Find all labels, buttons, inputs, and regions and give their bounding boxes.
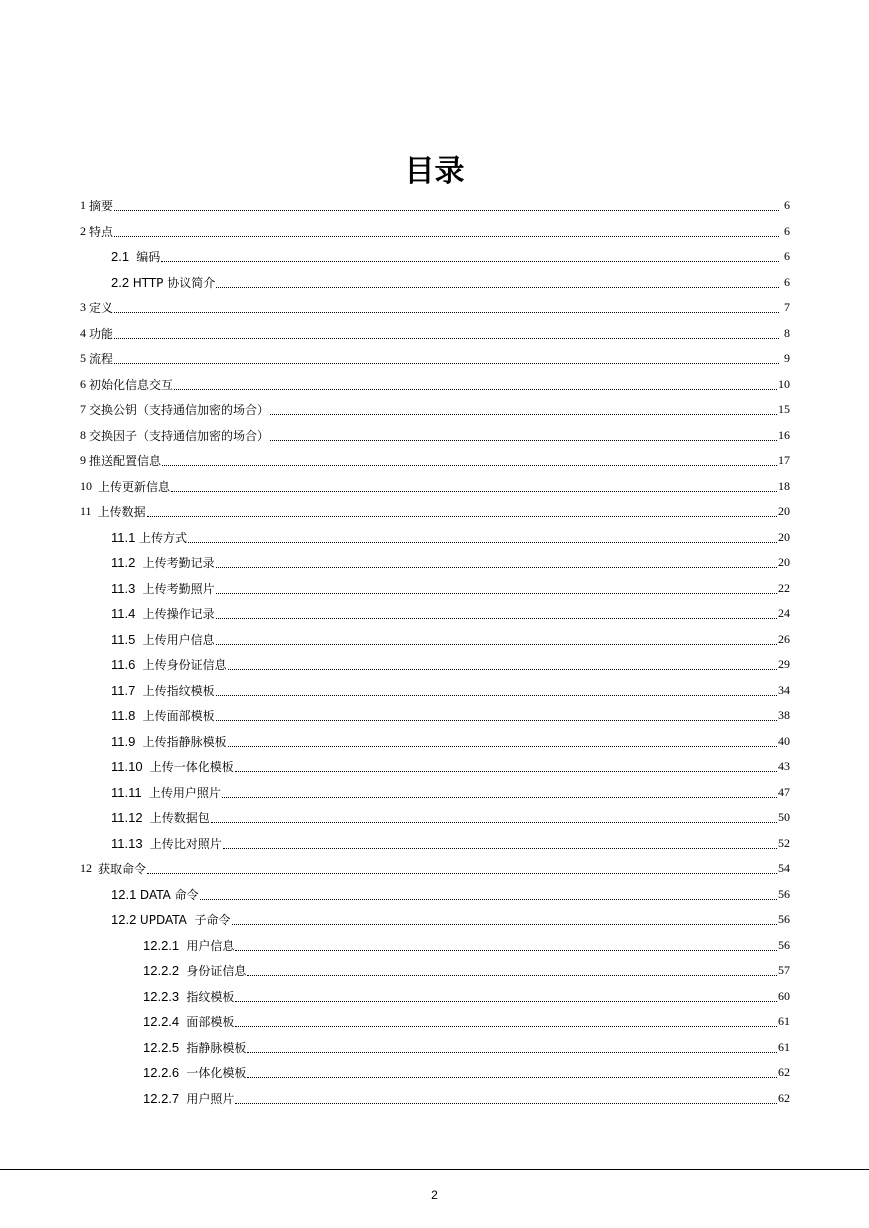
toc-entry-page: 20 (778, 529, 790, 544)
toc-dot-leader (161, 247, 779, 262)
toc-entry-page: 43 (778, 759, 790, 774)
toc-entry-title: 摘要 (89, 199, 114, 214)
toc-entry-title: 流程 (89, 352, 114, 367)
toc-entry-number: 2.2 (111, 274, 133, 290)
toc-entry[interactable] (111, 601, 790, 627)
toc-entry-page: 29 (778, 657, 790, 672)
toc-entry-title: 一体化模板 (186, 1066, 247, 1081)
toc-entry-page: 38 (778, 708, 790, 723)
toc-entry-title: 定义 (89, 301, 114, 316)
toc-entry-page: 40 (778, 733, 790, 748)
toc-entry[interactable] (143, 984, 790, 1010)
toc-entry[interactable] (111, 805, 790, 831)
toc-entry-title: 特点 (89, 224, 114, 239)
toc-dot-leader (235, 757, 777, 772)
toc-dot-leader (216, 579, 777, 594)
toc-dot-leader (114, 222, 779, 237)
toc-entry-number: 11.13 (111, 835, 150, 851)
toc-entry-number: 5 (80, 351, 89, 366)
toc-entry[interactable] (111, 576, 790, 602)
toc-entry-number: 10 (80, 478, 98, 493)
toc-entry[interactable] (80, 448, 790, 474)
toc-entry-number: 12.2.5 (143, 1039, 187, 1055)
toc-entry[interactable] (143, 1086, 790, 1112)
toc-dot-leader (200, 885, 777, 900)
toc-entry[interactable] (143, 1060, 790, 1086)
toc-entry-number: 11.6 (111, 657, 143, 673)
toc-entry[interactable] (80, 397, 790, 423)
toc-dot-leader (147, 502, 777, 517)
toc-entry[interactable] (111, 652, 790, 678)
toc-dot-leader (247, 1038, 777, 1053)
toc-entry[interactable] (143, 1035, 790, 1061)
toc-entry-number: 11.3 (111, 580, 143, 596)
toc-entry-number: 11.8 (111, 708, 143, 724)
toc-entry[interactable] (80, 856, 790, 882)
toc-entry-title: DATA 命令 (139, 887, 199, 902)
toc-dot-leader (228, 732, 777, 747)
toc-entry-page: 34 (778, 682, 790, 697)
toc-entry-number: 9 (80, 453, 89, 468)
toc-entry[interactable] (111, 703, 790, 729)
toc-entry-title: 指静脉模板 (186, 1040, 247, 1055)
toc-dot-leader (188, 528, 777, 543)
toc-entry-page: 18 (778, 478, 790, 493)
toc-entry-title: 上传考勤记录 (142, 556, 215, 571)
toc-entry-number: 8 (80, 427, 89, 442)
toc-entry-page: 50 (778, 810, 790, 825)
toc-entry-title: 初始化信息交互 (89, 377, 174, 392)
toc-entry[interactable] (111, 678, 790, 704)
toc-entry[interactable] (111, 780, 790, 806)
toc-dot-leader (171, 477, 777, 492)
toc-entry[interactable] (111, 754, 790, 780)
toc-entry-title: 获取命令 (98, 862, 147, 877)
toc-entry-page: 6 (784, 249, 790, 264)
toc-entry[interactable] (80, 219, 790, 245)
toc-entry[interactable] (111, 729, 790, 755)
toc-entry[interactable] (143, 933, 790, 959)
toc-entry-page: 26 (778, 631, 790, 646)
toc-entry-page: 56 (778, 886, 790, 901)
toc-entry-page: 20 (778, 555, 790, 570)
toc-dot-leader (216, 604, 777, 619)
toc-entry-number: 12 (80, 861, 98, 876)
toc-entry-title: 上传指静脉模板 (142, 734, 227, 749)
toc-entry-title: 上传面部模板 (142, 709, 215, 724)
toc-entry[interactable] (80, 423, 790, 449)
toc-dot-leader (211, 808, 777, 823)
toc-entry-title: UPDATA 子命令 (139, 913, 231, 928)
toc-dot-leader (114, 196, 779, 211)
toc-entry-number: 11.9 (111, 733, 143, 749)
toc-entry-page: 54 (778, 861, 790, 876)
toc-entry-title: 交换因子（支持通信加密的场合） (89, 428, 270, 443)
toc-entry[interactable] (80, 295, 790, 321)
toc-entry-number: 12.2.3 (143, 988, 187, 1004)
toc-entry-page: 60 (778, 988, 790, 1003)
toc-entry-number: 12.1 (111, 886, 140, 902)
toc-dot-leader (174, 375, 777, 390)
toc-entry-page: 62 (778, 1065, 790, 1080)
toc-entry-title: 上传考勤照片 (142, 581, 215, 596)
toc-entry-number: 12.2.1 (143, 937, 187, 953)
toc-entry-page: 22 (778, 580, 790, 595)
toc-entry-title: 上传方式 (138, 530, 187, 545)
toc-entry-number: 11.10 (111, 759, 150, 775)
toc-entry-number: 4 (80, 325, 89, 340)
toc-dot-leader (235, 987, 777, 1002)
toc-entry[interactable] (111, 244, 790, 270)
toc-entry-number: 11.4 (111, 606, 143, 622)
page-title: 目录 (404, 154, 465, 189)
toc-entry-title: 面部模板 (186, 1015, 235, 1030)
toc-entry-title: 上传数据 (97, 505, 146, 520)
toc-entry[interactable] (80, 499, 790, 525)
toc-entry[interactable] (80, 372, 790, 398)
footer-divider (0, 1169, 869, 1170)
toc-dot-leader (216, 681, 777, 696)
toc-entry-number: 12.2.2 (143, 963, 187, 979)
toc-dot-leader (162, 451, 777, 466)
toc-entry[interactable] (111, 270, 790, 296)
toc-entry-title: 身份证信息 (186, 964, 247, 979)
toc-entry-page: 17 (778, 453, 790, 468)
toc-entry-title: 功能 (89, 326, 114, 341)
toc-entry[interactable] (111, 907, 790, 933)
toc-entry[interactable] (111, 525, 790, 551)
toc-dot-leader (114, 349, 779, 364)
toc-dot-leader (270, 426, 777, 441)
toc-entry-title: 交换公钥（支持通信加密的场合） (89, 403, 270, 418)
toc-entry-page: 6 (784, 198, 790, 213)
toc-dot-leader (222, 783, 777, 798)
toc-dot-leader (216, 553, 777, 568)
toc-entry-number: 7 (80, 402, 89, 417)
toc-entry-number: 11.7 (111, 682, 143, 698)
toc-entry-title: 用户信息 (186, 938, 235, 953)
toc-entry-title: 上传用户照片 (148, 785, 221, 800)
toc-entry-title: 指纹模板 (186, 989, 235, 1004)
toc-dot-leader (114, 298, 779, 313)
toc-dot-leader (247, 1063, 777, 1078)
toc-dot-leader (228, 655, 777, 670)
toc-entry[interactable] (80, 193, 790, 219)
toc-entry-title: 用户照片 (186, 1091, 235, 1106)
toc-entry-page: 56 (778, 937, 790, 952)
toc-entry-number: 1 (80, 198, 89, 213)
toc-entry[interactable] (80, 321, 790, 347)
toc-entry-number: 11.5 (111, 631, 143, 647)
toc-entry-title: 上传数据包 (149, 811, 210, 826)
toc-entry[interactable] (80, 346, 790, 372)
toc-entry-number: 6 (80, 376, 89, 391)
toc-entry-number: 11 (80, 504, 98, 519)
toc-entry-page: 20 (778, 504, 790, 519)
toc-entry-page: 7 (784, 300, 790, 315)
toc-dot-leader (232, 910, 778, 925)
page-number: 2 (431, 1188, 438, 1202)
toc-entry-number: 11.12 (111, 810, 150, 826)
toc-entry[interactable] (143, 1009, 790, 1035)
toc-entry-page: 57 (778, 963, 790, 978)
toc-entry-title: HTTP 协议简介 (132, 275, 216, 290)
toc-entry-page: 61 (778, 1014, 790, 1029)
toc-entry-number: 11.2 (111, 555, 143, 571)
toc-dot-leader (114, 324, 779, 339)
toc-dot-leader (147, 859, 777, 874)
toc-entry-title: 编码 (136, 250, 161, 265)
toc-dot-leader (235, 1012, 777, 1027)
toc-entry-number: 11.1 (111, 529, 139, 545)
toc-dot-leader (216, 630, 777, 645)
toc-entry-number: 12.2.6 (143, 1065, 187, 1081)
toc-dot-leader (216, 273, 779, 288)
toc-entry-number: 2.1 (111, 249, 137, 265)
toc-entry-page: 52 (778, 835, 790, 850)
toc-entry-title: 上传比对照片 (149, 836, 222, 851)
toc-entry-page: 47 (778, 784, 790, 799)
toc-entry-page: 24 (778, 606, 790, 621)
toc-entry-title: 上传指纹模板 (142, 683, 215, 698)
toc-dot-leader (235, 1089, 777, 1104)
toc-entry[interactable] (80, 474, 790, 500)
toc-entry-number: 12.2.4 (143, 1014, 187, 1030)
toc-dot-leader (216, 706, 777, 721)
toc-entry-number: 12.2 (111, 912, 140, 928)
toc-entry[interactable] (111, 550, 790, 576)
toc-entry-title: 推送配置信息 (89, 454, 162, 469)
toc-dot-leader (235, 936, 777, 951)
toc-entry-title: 上传身份证信息 (142, 658, 227, 673)
toc-entry-number: 2 (80, 223, 89, 238)
toc-entry-number: 3 (80, 300, 89, 315)
toc-entry-page: 6 (784, 223, 790, 238)
toc-entry-page: 15 (778, 402, 790, 417)
toc-entry-title: 上传用户信息 (142, 632, 215, 647)
toc-entry-title: 上传一体化模板 (149, 760, 234, 775)
toc-entry-page: 9 (784, 351, 790, 366)
toc-dot-leader (270, 400, 777, 415)
toc-dot-leader (247, 961, 777, 976)
toc-entry-title: 上传更新信息 (98, 479, 171, 494)
toc-entry-page: 10 (778, 376, 790, 391)
toc-entry[interactable] (143, 958, 790, 984)
toc-entry-title: 上传操作记录 (142, 607, 215, 622)
toc-entry-page: 16 (778, 427, 790, 442)
toc-entry[interactable] (111, 627, 790, 653)
toc-entry-number: 12.2.7 (143, 1090, 187, 1106)
toc-entry[interactable] (111, 882, 790, 908)
toc-entry[interactable] (111, 831, 790, 857)
toc-entry-page: 6 (784, 274, 790, 289)
toc-entry-number: 11.11 (111, 784, 149, 800)
toc-entry-page: 62 (778, 1090, 790, 1105)
toc-entry-page: 8 (784, 325, 790, 340)
toc-entry-page: 56 (778, 912, 790, 927)
toc-dot-leader (223, 834, 777, 849)
toc-entry-page: 61 (778, 1039, 790, 1054)
